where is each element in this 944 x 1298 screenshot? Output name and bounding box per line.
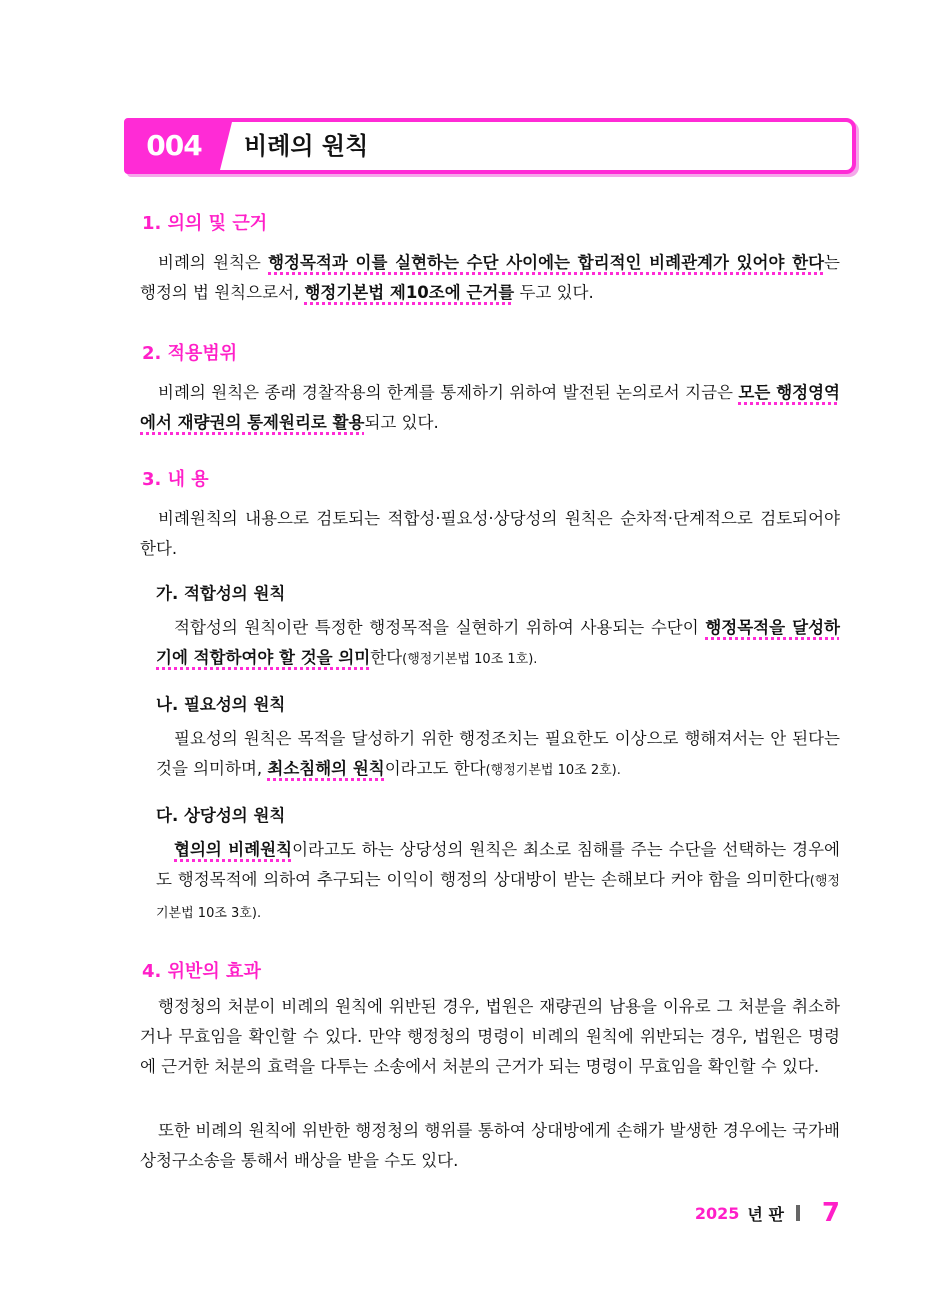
footer-divider bbox=[796, 1205, 800, 1221]
subsection-ga-heading: 가. 적합성의 원칙 bbox=[156, 584, 286, 603]
text-run: 이라고도 하는 상당성의 원칙은 최소로 침해를 주는 수단을 선택하는 경우에도 행정목적에 의하여 추구되는 이익이 행정의 상대방이 받는 손해보다 커야 함을 의미한다 bbox=[156, 840, 840, 889]
page-number: 7 bbox=[821, 1198, 840, 1228]
text-run: 는 행정의 법 원칙으로서, bbox=[140, 253, 840, 302]
law-reference: (행정기본법 10조 1호). bbox=[402, 652, 538, 667]
section-3-heading: 3. 내 용 bbox=[142, 469, 209, 490]
text-run: 한다 bbox=[370, 648, 403, 667]
text-run: 비례의 원칙은 종래 경찰작용의 한계를 통제하기 위하여 발전된 논의로서 지금은 bbox=[158, 383, 739, 402]
highlight-text: 행정목적과 이를 실현하는 수단 사이에는 합리적인 비례관계가 있어야 한다 bbox=[268, 253, 825, 272]
text-run: 되고 있다. bbox=[364, 413, 439, 432]
law-reference: (행정기본법 10조 2호). bbox=[485, 763, 621, 778]
section-3-paragraph: 비례원칙의 내용으로 검토되는 적합성·필요성·상당성의 원칙은 순차적·단계적으로 검토되어야 한다. bbox=[140, 509, 840, 558]
text-run: 필요성의 원칙은 목적을 달성하기 위한 행정조치는 필요한도 이상으로 행해져서는 안 된다는 것을 의미하며, bbox=[156, 729, 840, 778]
highlight-text: 행정기본법 제10조에 근거를 bbox=[304, 283, 515, 302]
section-4-paragraph-1: 행정청의 처분이 비례의 원칙에 위반된 경우, 법원은 재량권의 남용을 이유로 그 처분을 취소하거나 무효임을 확인할 수 있다. 만약 행정청의 명령이 비례의 원칙에 위반되는 경우, 법원은 명령에 근거한 처분의 효력을 다투는 소송에서 처분의 근거가 되는 명령이 무효임을 확인할 수 있다. bbox=[140, 997, 840, 1076]
section-4-paragraph-2: 또한 비례의 원칙에 위반한 행정청의 행위를 통하여 상대방에게 손해가 발생한 경우에는 국가배상청구소송을 통해서 배상을 받을 수도 있다. bbox=[140, 1121, 840, 1170]
section-title-bar bbox=[124, 118, 856, 174]
highlight-text: 행정목적을 달성하기에 적합하여야 할 것을 의미 bbox=[156, 618, 840, 667]
subsection-da-paragraph bbox=[156, 835, 840, 929]
title-number-badge: 004 bbox=[128, 122, 220, 170]
page-footer bbox=[695, 1198, 840, 1228]
subsection-na-paragraph bbox=[156, 724, 840, 786]
text-run: 두고 있다. bbox=[514, 283, 594, 302]
highlight-text: 모든 행정영역에서 재량권의 통제원리로 활용 bbox=[140, 383, 840, 432]
page-title: 비례의 원칙 bbox=[244, 132, 369, 160]
edition-year: 2025 bbox=[694, 1203, 740, 1223]
subsection-na-heading: 나. 필요성의 원칙 bbox=[156, 695, 286, 714]
text-run: 비례의 원칙은 bbox=[158, 253, 269, 272]
edition-label: 년 판 bbox=[747, 1204, 784, 1224]
subsection-ga-paragraph bbox=[156, 613, 840, 675]
text-run: 적합성의 원칙이란 특정한 행정목적을 실현하기 위하여 사용되는 수단이 bbox=[174, 618, 706, 637]
section-2-heading: 2. 적용범위 bbox=[142, 343, 238, 364]
text-run: 이라고도 한다 bbox=[384, 759, 486, 778]
law-reference: (행정기본법 10조 3호). bbox=[156, 874, 840, 921]
highlight-text: 협의의 비례원칙 bbox=[174, 840, 293, 859]
section-1-paragraph bbox=[140, 248, 840, 308]
subsection-da-heading: 다. 상당성의 원칙 bbox=[156, 806, 286, 825]
highlight-text: 최소침해의 원칙 bbox=[267, 759, 385, 778]
section-1-heading: 1. 의의 및 근거 bbox=[142, 213, 268, 234]
section-4-heading: 4. 위반의 효과 bbox=[142, 961, 261, 982]
section-2-paragraph bbox=[140, 378, 840, 438]
